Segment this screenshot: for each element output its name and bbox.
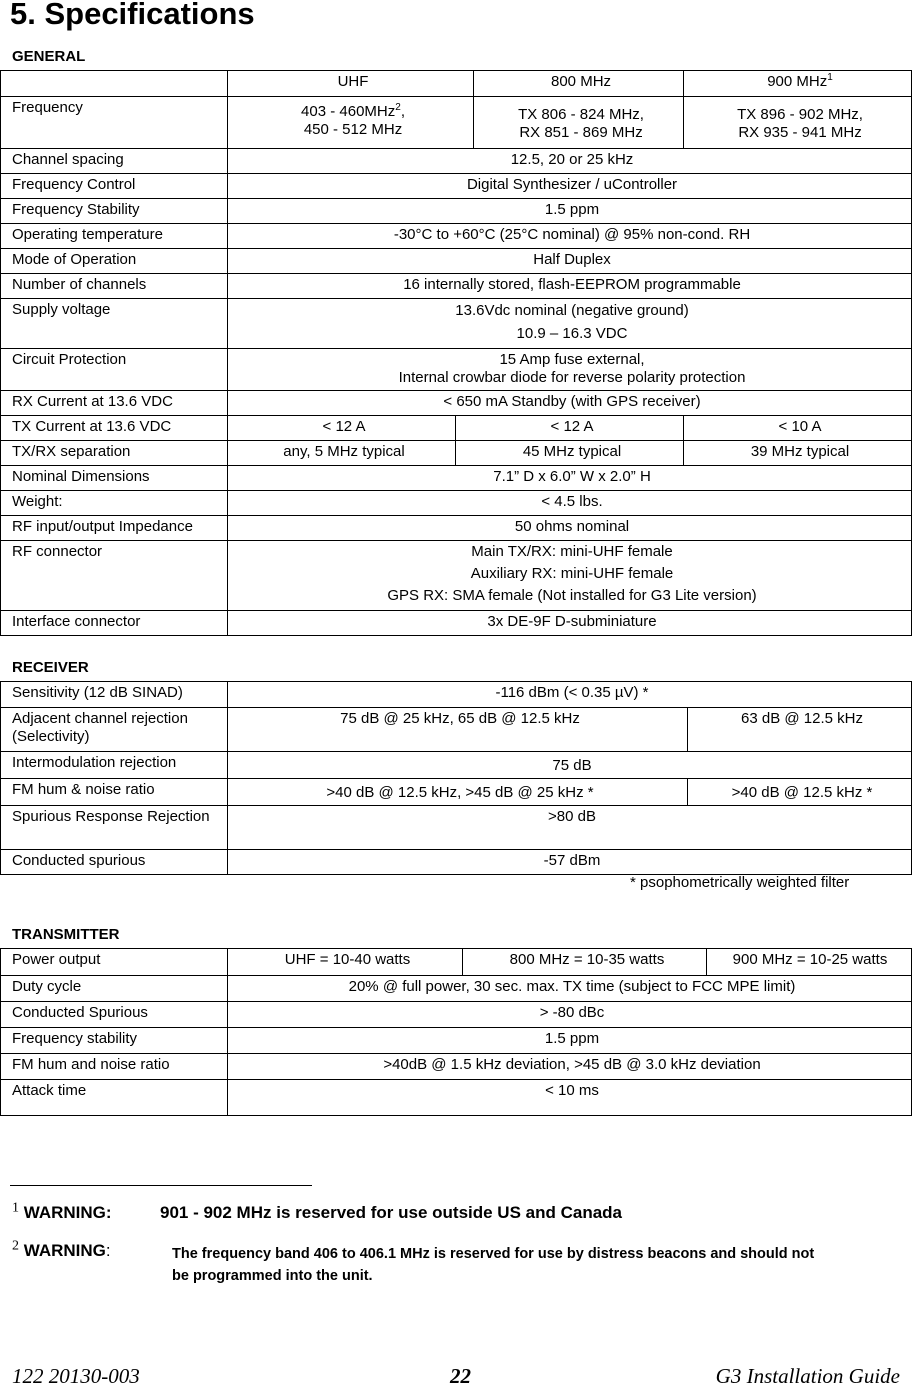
receiver-heading: RECEIVER <box>12 659 89 676</box>
tx-hum-label: FM hum and noise ratio <box>1 1054 228 1080</box>
attack-label: Attack time <box>1 1080 228 1116</box>
frequency-control-value: Digital Synthesizer / uController <box>228 174 912 199</box>
frequency-label: Frequency <box>1 97 228 149</box>
conducted-label: Conducted spurious <box>1 850 228 875</box>
dimensions-label: Nominal Dimensions <box>1 466 228 491</box>
header-uhf: UHF <box>228 71 474 97</box>
footnote-ref-2: 2 <box>395 102 401 113</box>
protection-line1: 15 Amp fuse external, <box>499 351 645 368</box>
rx-current-value: < 650 mA Standby (with GPS receiver) <box>228 391 912 416</box>
footer-guide-title: G3 Installation Guide <box>715 1364 900 1388</box>
table-row <box>1 779 912 806</box>
spurious-response-value: >80 dB <box>228 806 912 850</box>
table-row <box>1 1002 912 1028</box>
table-row <box>1 249 912 274</box>
table-row <box>1 708 912 752</box>
sensitivity-label: Sensitivity (12 dB SINAD) <box>1 682 228 708</box>
header-900mhz <box>684 71 912 97</box>
adjacent-value-a: 75 dB @ 25 kHz, 65 dB @ 12.5 kHz <box>228 708 688 752</box>
table-row <box>1 1054 912 1080</box>
table-row <box>1 541 912 611</box>
table-row <box>1 274 912 299</box>
tx-hum-value: >40dB @ 1.5 kHz deviation, >45 dB @ 3.0 kHz deviation <box>228 1054 912 1080</box>
footnote-2-line2: be programmed into the unit. <box>172 1268 373 1284</box>
frequency-uhf-comma: , <box>400 103 405 120</box>
rf-connector-line3: GPS RX: SMA female (Not installed for G3 Lite version) <box>387 587 757 604</box>
general-spec-table <box>0 70 912 636</box>
adjacent-label: Adjacent channel rejection (Selectivity) <box>1 708 228 752</box>
table-row <box>1 349 912 391</box>
rf-connector-line1: Main TX/RX: mini-UHF female <box>471 543 673 560</box>
table-row <box>1 441 912 466</box>
tx-current-uhf: < 12 A <box>228 416 456 441</box>
operating-temperature-value: -30°C to +60°C (25°C nominal) @ 95% non-cond. RH <box>228 224 912 249</box>
tx-current-800mhz: < 12 A <box>456 416 684 441</box>
frequency-stability-label: Frequency Stability <box>1 199 228 224</box>
table-row <box>1 224 912 249</box>
frequency-800mhz <box>474 97 684 149</box>
footnote-2-number: 2 <box>12 1238 19 1254</box>
table-row <box>1 199 912 224</box>
power-800mhz: 800 MHz = 10-35 watts <box>463 949 707 976</box>
hum-label: FM hum & noise ratio <box>1 779 228 806</box>
footer-doc-number: 122 20130-003 <box>12 1364 140 1388</box>
intermod-value: 75 dB <box>228 752 912 779</box>
mode-value: Half Duplex <box>228 249 912 274</box>
header-800mhz: 800 MHz <box>474 71 684 97</box>
table-row <box>1 976 912 1002</box>
power-uhf: UHF = 10-40 watts <box>228 949 463 976</box>
frequency-uhf-line2: 450 - 512 MHz <box>303 121 403 138</box>
channels-label: Number of channels <box>1 274 228 299</box>
table-row <box>1 416 912 441</box>
operating-temperature-label: Operating temperature <box>1 224 228 249</box>
duty-value: 20% @ full power, 30 sec. max. TX time (subject to FCC MPE limit) <box>228 976 912 1002</box>
channel-spacing-label: Channel spacing <box>1 149 228 174</box>
protection-line2: Internal crowbar diode for reverse polarity protection <box>398 369 746 386</box>
table-row <box>1 752 912 779</box>
table-row <box>1 850 912 875</box>
separation-900mhz: 39 MHz typical <box>684 441 912 466</box>
protection-label: Circuit Protection <box>1 349 228 391</box>
frequency-800-line1: TX 806 - 824 MHz, <box>518 106 644 123</box>
frequency-800-line2: RX 851 - 869 MHz <box>519 124 643 141</box>
frequency-900-line2: RX 935 - 941 MHz <box>738 124 862 141</box>
footnote-1 <box>12 1200 622 1223</box>
tx-stability-value: 1.5 ppm <box>228 1028 912 1054</box>
conducted-spurious-label: Conducted Spurious <box>1 1002 228 1028</box>
intermod-label: Intermodulation rejection <box>1 752 228 779</box>
rf-connector-label: RF connector <box>1 541 228 611</box>
supply-line1: 13.6Vdc nominal (negative ground) <box>455 302 689 319</box>
power-900mhz: 900 MHz = 10-25 watts <box>707 949 912 976</box>
attack-value: < 10 ms <box>228 1080 912 1116</box>
supply-line2: 10.9 – 16.3 VDC <box>516 325 628 342</box>
hum-value-a: >40 dB @ 12.5 kHz, >45 dB @ 25 kHz * <box>228 779 688 806</box>
footnote-1-number: 1 <box>12 1200 19 1216</box>
table-row <box>1 611 912 636</box>
table-row <box>1 682 912 708</box>
protection-value <box>228 349 912 391</box>
power-label: Power output <box>1 949 228 976</box>
conducted-spurious-value: > -80 dBc <box>228 1002 912 1028</box>
header-empty-cell <box>1 71 228 97</box>
table-row <box>1 71 912 97</box>
supply-value <box>228 299 912 349</box>
table-row <box>1 391 912 416</box>
frequency-control-label: Frequency Control <box>1 174 228 199</box>
sensitivity-value: -116 dBm (< 0.35 µV) * <box>228 682 912 708</box>
frequency-uhf-line1: 403 - 460MHz <box>301 103 396 120</box>
table-row <box>1 491 912 516</box>
footnote-1-warning: WARNING: <box>23 1203 112 1222</box>
table-row <box>1 97 912 149</box>
table-row <box>1 299 912 349</box>
weight-label: Weight: <box>1 491 228 516</box>
table-row <box>1 1028 912 1054</box>
separation-uhf: any, 5 MHz typical <box>228 441 456 466</box>
footnote-2-line1: The frequency band 406 to 406.1 MHz is reserved for use by distress beacons and should not <box>172 1246 815 1262</box>
table-row <box>1 806 912 850</box>
footnote-2-colon: : <box>105 1241 111 1260</box>
mode-label: Mode of Operation <box>1 249 228 274</box>
interface-value: 3x DE-9F D-subminiature <box>228 611 912 636</box>
supply-label: Supply voltage <box>1 299 228 349</box>
psophometric-note: * psophometrically weighted filter <box>630 874 850 891</box>
footnote-2 <box>12 1238 912 1284</box>
rx-current-label: RX Current at 13.6 VDC <box>1 391 228 416</box>
general-heading: GENERAL <box>12 48 86 65</box>
table-row <box>1 516 912 541</box>
transmitter-heading: TRANSMITTER <box>12 926 120 943</box>
rf-connector-value <box>228 541 912 611</box>
footnote-2-text <box>172 1243 912 1287</box>
footnote-divider <box>10 1185 312 1186</box>
tx-current-900mhz: < 10 A <box>684 416 912 441</box>
footnote-2-warning: WARNING <box>23 1241 106 1260</box>
rf-connector-line2: Auxiliary RX: mini-UHF female <box>470 565 674 582</box>
footer-page-number: 22 <box>450 1364 471 1388</box>
weight-value: < 4.5 lbs. <box>228 491 912 516</box>
table-row <box>1 174 912 199</box>
interface-label: Interface connector <box>1 611 228 636</box>
table-row <box>1 149 912 174</box>
conducted-value: -57 dBm <box>228 850 912 875</box>
transmitter-spec-table <box>0 948 912 1116</box>
frequency-900-line1: TX 896 - 902 MHz, <box>737 106 863 123</box>
channels-value: 16 internally stored, flash-EEPROM programmable <box>228 274 912 299</box>
receiver-spec-table <box>0 681 912 875</box>
header-900mhz-label: 900 MHz <box>767 73 828 90</box>
footnote-ref-1: 1 <box>827 72 833 83</box>
hum-value-b: >40 dB @ 12.5 kHz * <box>688 779 912 806</box>
tx-current-label: TX Current at 13.6 VDC <box>1 416 228 441</box>
page-title: 5. Specifications <box>10 0 255 31</box>
footnote-1-text: 901 - 902 MHz is reserved for use outside US and Canada <box>160 1203 622 1222</box>
impedance-value: 50 ohms nominal <box>228 516 912 541</box>
separation-label: TX/RX separation <box>1 441 228 466</box>
table-row <box>1 466 912 491</box>
channel-spacing-value: 12.5, 20 or 25 kHz <box>228 149 912 174</box>
impedance-label: RF input/output Impedance <box>1 516 228 541</box>
separation-800mhz: 45 MHz typical <box>456 441 684 466</box>
frequency-stability-value: 1.5 ppm <box>228 199 912 224</box>
table-row <box>1 949 912 976</box>
adjacent-value-b: 63 dB @ 12.5 kHz <box>688 708 912 752</box>
table-row <box>1 1080 912 1116</box>
tx-stability-label: Frequency stability <box>1 1028 228 1054</box>
dimensions-value: 7.1” D x 6.0” W x 2.0” H <box>228 466 912 491</box>
frequency-uhf <box>228 97 474 149</box>
frequency-900mhz <box>684 97 912 149</box>
duty-label: Duty cycle <box>1 976 228 1002</box>
spurious-response-label: Spurious Response Rejection <box>1 806 228 850</box>
